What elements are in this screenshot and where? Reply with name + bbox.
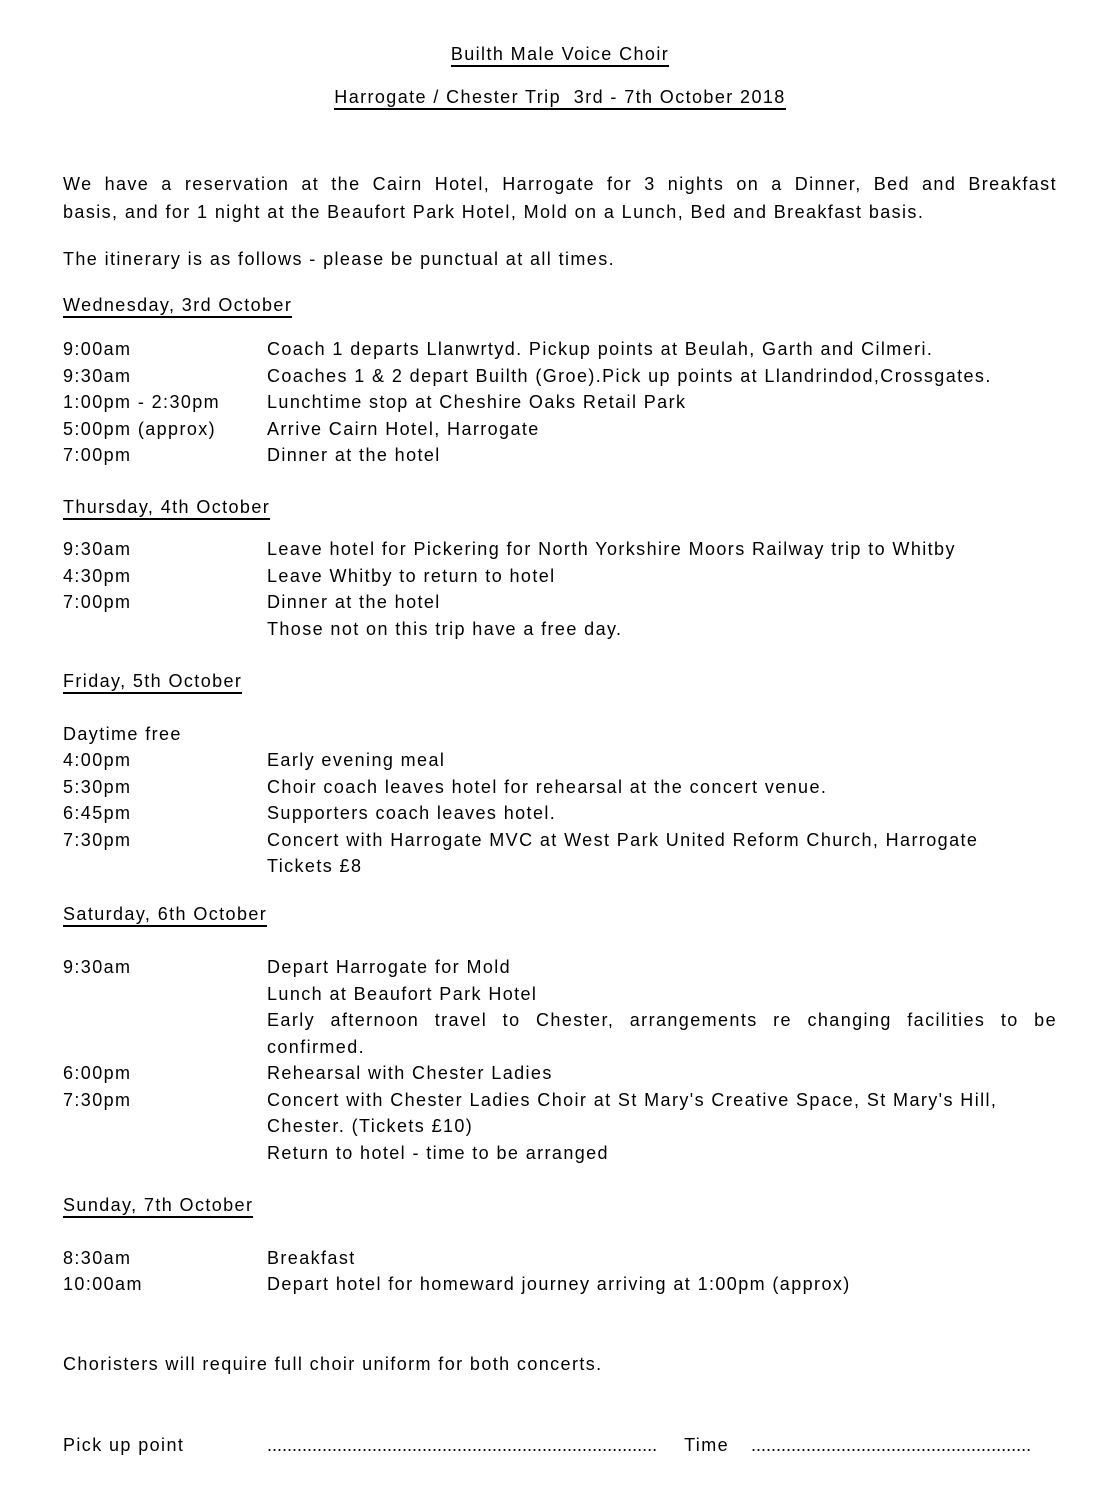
row-desc: Dinner at the hotel	[267, 445, 441, 465]
row-time: 7:00pm	[63, 445, 132, 465]
row-desc: Tickets £8	[267, 856, 363, 876]
page-title-text: Builth Male Voice Choir	[451, 44, 669, 67]
row-desc: Concert with Chester Ladies Choir at St Mary's Creative Space, St Mary's Hill,	[267, 1089, 998, 1110]
day-rows	[63, 536, 1057, 642]
day-rows	[63, 336, 1057, 469]
itinerary-row	[63, 774, 1057, 801]
day-rows	[63, 1245, 1057, 1298]
itinerary-row	[63, 1007, 1057, 1034]
row-desc: Leave hotel for Pickering for North Yorkshire Moors Railway trip to Whitby	[267, 539, 956, 559]
row-desc: Early afternoon travel to Chester, arrangements re changing facilities to be	[267, 1010, 1057, 1030]
row-time: 7:00pm	[63, 592, 132, 612]
row-desc: Coaches 1 & 2 depart Builth (Groe).Pick up points at Llandrindod,Crossgates.	[267, 365, 992, 386]
day-rows	[63, 721, 1057, 880]
uniform-note: Choristers will require full choir uniform for both concerts.	[63, 1353, 603, 1374]
day-heading	[63, 1192, 1057, 1219]
day-rows	[63, 954, 1057, 1166]
row-time: 10:00am	[63, 1274, 143, 1294]
row-desc: Depart hotel for homeward journey arriving at 1:00pm (approx)	[267, 1274, 851, 1294]
time-fill-in-line: ........................................................	[751, 1435, 1032, 1455]
row-time	[63, 1113, 267, 1140]
itinerary-note: The itinerary is as follows - please be punctual at all times.	[63, 249, 616, 269]
itinerary-row	[63, 616, 1057, 643]
row-time	[63, 616, 267, 643]
pickup-row	[63, 1432, 1057, 1459]
row-desc: confirmed.	[267, 1036, 366, 1057]
row-time	[63, 1007, 267, 1034]
row-time: 1:00pm - 2:30pm	[63, 392, 221, 412]
row-time: Daytime free	[63, 723, 182, 744]
row-desc: Coach 1 departs Llanwrtyd. Pickup points at Beulah, Garth and Cilmeri.	[267, 339, 934, 359]
pickup-label: Pick up point	[63, 1435, 185, 1455]
day-heading	[63, 901, 1057, 928]
row-time	[63, 1034, 267, 1061]
row-desc: Depart Harrogate for Mold	[267, 957, 512, 977]
itinerary-row	[63, 363, 1057, 390]
row-desc	[267, 721, 1057, 748]
row-time: 7:30pm	[63, 1089, 132, 1110]
row-time: 8:30am	[63, 1247, 132, 1268]
intro-line-1: We have a reservation at the Cairn Hotel, Harrogate for 3 nights on a Dinner, Bed and Breakfast	[63, 174, 1057, 194]
day-heading-text: Friday, 5th October	[63, 671, 242, 694]
itinerary-row	[63, 747, 1057, 774]
pickup-fill-in-line: ..............................................................................	[267, 1435, 658, 1455]
row-time	[63, 853, 267, 880]
itinerary-row	[63, 1060, 1057, 1087]
page-title	[63, 41, 1057, 68]
row-time: 9:30am	[63, 957, 132, 977]
row-desc: Breakfast	[267, 1247, 356, 1268]
row-desc: Leave Whitby to return to hotel	[267, 565, 556, 586]
page-subtitle-text: Harrogate / Chester Trip 3rd - 7th October 2018	[334, 87, 785, 110]
intro-line-2: basis, and for 1 night at the Beaufort Park Hotel, Mold on a Lunch, Bed and Breakfast basis.	[63, 202, 925, 222]
day-heading-text: Wednesday, 3rd October	[63, 295, 292, 318]
row-desc: Concert with Harrogate MVC at West Park United Reform Church, Harrogate	[267, 829, 979, 850]
row-time	[63, 981, 267, 1008]
row-desc: Dinner at the hotel	[267, 592, 441, 612]
day-heading	[63, 668, 1057, 695]
day-heading-text: Thursday, 4th October	[63, 497, 270, 520]
itinerary-row	[63, 1087, 1057, 1114]
row-desc: Arrive Cairn Hotel, Harrogate	[267, 418, 540, 439]
row-desc: Supporters coach leaves hotel.	[267, 803, 557, 823]
row-time: 4:30pm	[63, 565, 132, 586]
row-time: 6:00pm	[63, 1063, 132, 1083]
itinerary-row	[63, 536, 1057, 563]
itinerary-row	[63, 800, 1057, 827]
row-time: 5:30pm	[63, 776, 132, 797]
row-time: 9:30am	[63, 539, 132, 559]
itinerary-row	[63, 589, 1057, 616]
itinerary-row	[63, 1113, 1057, 1140]
row-desc: Those not on this trip have a free day.	[267, 618, 623, 639]
row-desc: Lunch at Beaufort Park Hotel	[267, 983, 538, 1004]
itinerary-row	[63, 389, 1057, 416]
day-section-friday	[63, 668, 1057, 880]
row-time: 9:00am	[63, 339, 132, 359]
row-desc: Lunchtime stop at Cheshire Oaks Retail Park	[267, 392, 687, 412]
day-section-thursday	[63, 494, 1057, 643]
day-section-wednesday	[63, 292, 1057, 469]
row-desc: Choir coach leaves hotel for rehearsal at the concert venue.	[267, 776, 828, 797]
day-section-sunday	[63, 1192, 1057, 1298]
row-desc: Chester. (Tickets £10)	[267, 1116, 474, 1136]
day-heading	[63, 292, 1057, 319]
itinerary-row	[63, 1245, 1057, 1272]
itinerary-row	[63, 563, 1057, 590]
row-time: 6:45pm	[63, 803, 132, 823]
row-time	[63, 1140, 267, 1167]
itinerary-row	[63, 721, 1057, 748]
itinerary-row	[63, 416, 1057, 443]
day-heading-text: Sunday, 7th October	[63, 1195, 253, 1218]
itinerary-row	[63, 336, 1057, 363]
row-desc: Rehearsal with Chester Ladies	[267, 1063, 553, 1083]
itinerary-row	[63, 1271, 1057, 1298]
row-desc: Early evening meal	[267, 750, 446, 770]
row-time: 9:30am	[63, 365, 132, 386]
time-label: Time	[684, 1435, 730, 1455]
intro-paragraph	[63, 170, 1057, 226]
row-time: 7:30pm	[63, 829, 132, 850]
itinerary-row	[63, 827, 1057, 854]
itinerary-row	[63, 1140, 1057, 1167]
page-subtitle	[63, 84, 1057, 111]
row-time: 5:00pm (approx)	[63, 418, 217, 439]
itinerary-row	[63, 853, 1057, 880]
row-desc: Return to hotel - time to be arranged	[267, 1142, 609, 1163]
itinerary-row	[63, 1034, 1057, 1061]
itinerary-row	[63, 442, 1057, 469]
day-heading-text: Saturday, 6th October	[63, 904, 267, 927]
day-heading	[63, 494, 1057, 521]
row-time: 4:00pm	[63, 750, 132, 770]
itinerary-row	[63, 954, 1057, 981]
itinerary-row	[63, 981, 1057, 1008]
day-section-saturday	[63, 901, 1057, 1167]
